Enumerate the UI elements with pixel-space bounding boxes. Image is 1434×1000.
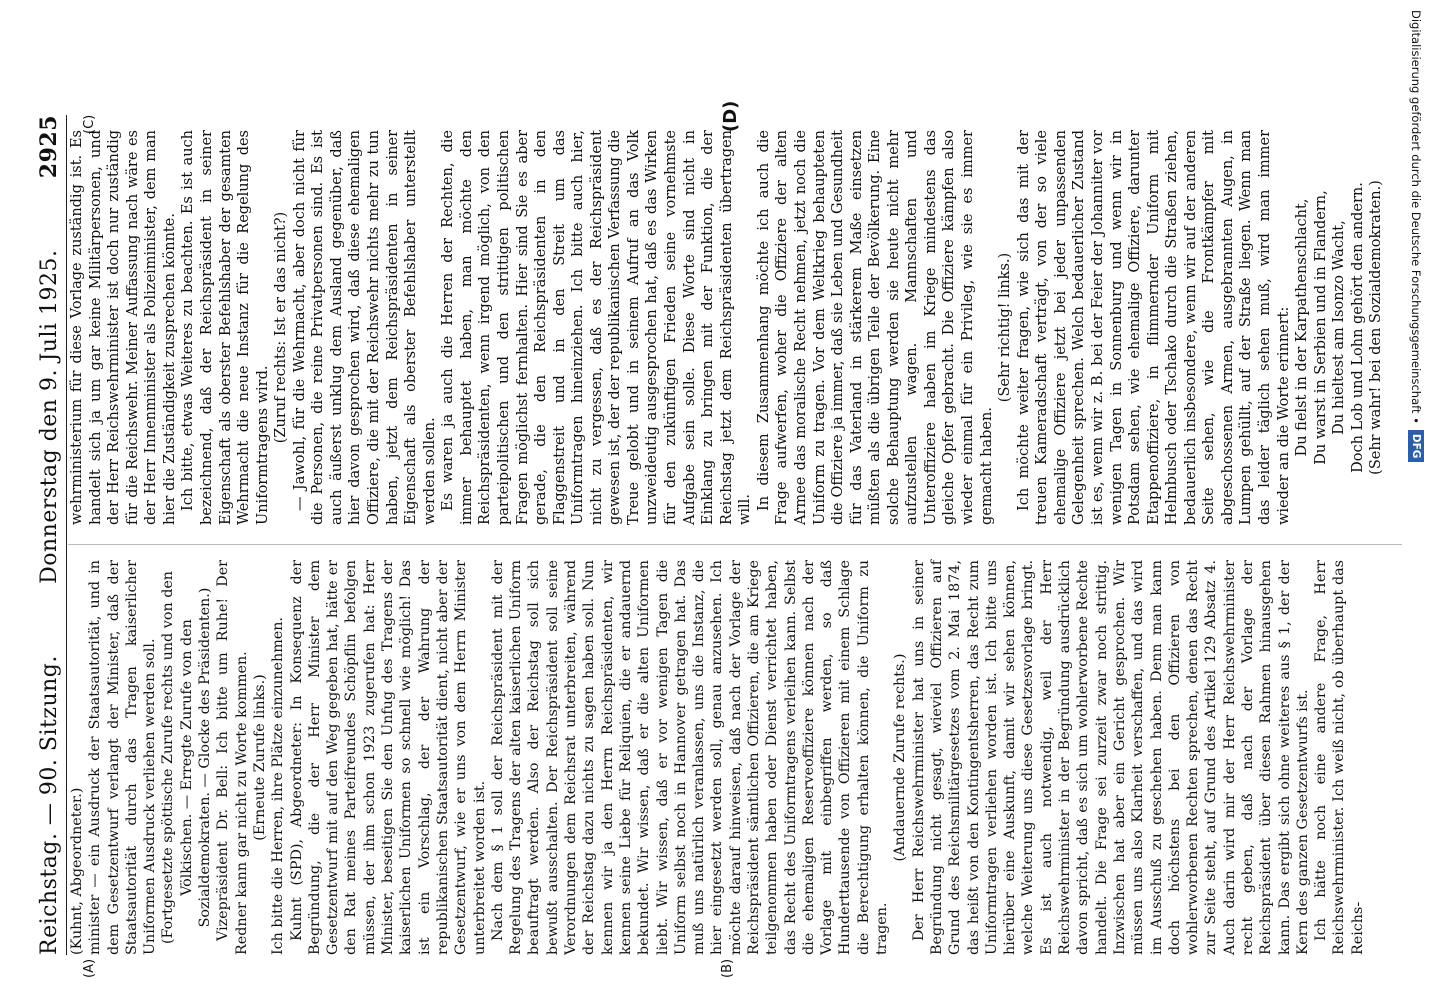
margin-mark-d: (D) [720, 100, 741, 132]
paragraph: Du warst in Serbien und in Flandern, [1312, 190, 1329, 465]
margin-mark-b: (B) [720, 958, 735, 978]
page-number: 2925 [36, 115, 62, 179]
left-column [68, 560, 1402, 955]
paragraph: (Sehr richtig! links.) [997, 252, 1014, 403]
header-date: Donnerstag den 9. Juli 1925. [37, 249, 62, 584]
paragraph: Doch Lob und Lohn gehört den andern. [1349, 182, 1366, 473]
paragraph: (Zuruf rechts: Ist er das nicht?) [273, 211, 290, 444]
paragraph: Kuhnt (SPD), Abgeordneter: In Konsequenz der Begründung, die der Herr Minister dem Gesetzentwurf mit auf den Weg gegeben hat, hätte er den Rat meines Parteifreundes Schöpflin befolgen müssen, der ihm schon 1923 zugerufen hat: Herr Minister, beseitigen Sie den Unfug des Tragens der kaiserlichen Uniformen so schnell wie möglich! Das ist ein Vorschlag, der der Wahrung der republikanischen Staatsautorität dient, nicht aber der Gesetzentwurf, wie er uns von dem Herrn Minister unterbreitet worden ist. [288, 560, 488, 955]
paragraph: Der Herr Reichswehrminister hat uns in seiner Begründung nicht gesagt, wieviel Offizieren auf Grund des Reichsmilitärgesetzes vom 2. Mai 1874, das heißt von den Kontingentsherren, das Recht zum Uniformtragen verliehen worden ist. Ich bitte uns hierüber eine Auskunft, damit wir sehen können, welche Weiterung uns diese Gesetzesvorlage bringt. Es ist auch notwendig, weil der Herr Reichswehrminister in der Begründung ausdrücklich davon spricht, daß es sich um wohlerworbene Rechte handelt. Die Frage sei zurzeit zwar noch strittig. Inzwischen hat aber ein Gericht gesprochen. Wir müssen uns also Klarheit verschaffen, und das wird im Ausschuß zu geschehen haben. Denn man kann doch höchstens bei den Offizieren von wohlerworbenen Rechten sprechen, denen das Recht zur Seite steht, auf Grund des Artikel 129 Absatz 4. Auch darin wird mir der Herr Reichswehrminister recht geben, daß nach der Vorlage der Reichspräsident über diesen Rahmen hinausgehen kann. Das ergibt sich ohne weiteres aus § 1, der der Kern des ganzen Gesetzentwurfs ist. [910, 560, 1311, 955]
paragraph: Ich möchte weiter fragen, wie sich das mit der treuen Kameradschaft verträgt, von der so viele ehemalige Offiziere jetzt bei jeder unpassenden Gelegenheit sprechen. Welch bedauerlicher Zustand ist es, wenn wir z. B. bei der Feier der Johanniter vor wenigen Tagen in Sonnenburg und wenn wir in Potsdam sehen, wie ehemalige Offiziere, darunter Etappenoffiziere, in flimmernder Uniform mit Helmbusch oder Tschako durch die Straßen ziehen, bedauerlich insbesondere, wenn wir auf der anderen Seite sehen, wie die Frontkämpfer mit abgeschossenen Armen, ausgebrannten Augen, in Lumpen gehüllt, auf der Straße liegen. Wenn man das leider täglich sehen muß, wird man immer wieder an die Worte erinnert: [1015, 130, 1292, 525]
paragraph: Vizepräsident Dr. Bell: Ich bitte um Ruhe! Der Redner kann gar nicht zu Worte kommen. [215, 560, 250, 955]
paragraph: wehrministerium für diese Vorlage zuständig ist. Es handelt sich ja um gar keine Militärpersonen, und der Herr Reichswehrminister ist doch nur zuständig für die Reichswehr. Meiner Auffassung nach wäre es der Herr Innenminister als Polizeiminister, dem man hier die Zuständigkeit zusprechen könnte. [69, 130, 178, 525]
header-session: Reichstag. — 90. Sitzung. [37, 655, 62, 955]
paragraph: Ich bitte die Herren, ihre Plätze einzunehmen. [270, 617, 287, 955]
paragraph: — Jawohl, für die Wehrmacht, aber doch nicht für die Personen, die reine Privatpersonen sind. Es ist auch äußerst unklug dem Ausland gegenüber, daß hier davon gesprochen wird, daß diese ehemaligen Offiziere, die mit der Reichswehr nichts mehr zu tun haben, jetzt dem Reichspräsidenten in seiner Eigenschaft als oberster Befehlshaber unterstellt werden sollen. [291, 130, 438, 525]
paragraph: Du hieltest am Isonzo Wacht, [1331, 220, 1348, 435]
paragraph: Nach dem § 1 soll der Reichspräsident mit der Regelung des Tragens der alten kaiserlichen Uniform beauftragt werden. Also der Reichstag soll sich bewußt ausschalten. Der Reichspräsident soll seine Verordnungen dem Reichsrat unterbreiten, während der Reichstag dazu nichts zu sagen haben soll. Nun kennen wir ja den Herrn Reichspräsidenten, wir kennen seine Liebe für Reliquien, die er andauernd bekundet. Wir wissen, daß er die alten Uniformen liebt. Wir wissen, daß er vor wenigen Tagen die Uniform selbst noch in Hannover getragen hat. Das muß uns natürlich veranlassen, uns die Instanz, die hier eingesetzt werden soll, genau anzusehen. Ich möchte darauf hinweisen, daß nach der Vorlage der Reichspräsident sämtlichen Offizieren, die am Kriege teilgenommen haben oder Dienst verrichtet haben, das Recht des Uniformtragens verleihen kann. Selbst die ehemaligen Reserveoffiziere können nach der Vorlage mit einbegriffen werden, so daß Hunderttausende von Offizieren mit einem Schlage die Berechtigung erhalten können, die Uniform zu tragen. [489, 560, 891, 955]
paragraph: Ich bitte, etwas Weiteres zu beachten. Es ist auch bezeichnend, daß der Reichspräsident in seiner Eigenschaft als oberster Befehlshaber der gesamten Wehrmacht die neue Instanz für die Regelung des Uniformtragens wird. [180, 130, 271, 525]
margin-mark-a: (A) [82, 958, 97, 978]
paragraph: In diesem Zusammenhang möchte ich auch die Frage aufwerfen, woher die Offiziere der alten Armee das moralische Recht nehmen, jetzt noch die Uniform zu tragen. Vor dem Weltkrieg behaupteten die Offiziere ja immer, daß sie Leben und Gesundheit für das Vaterland in stärkerem Maße einsetzen müßten als die übrigen Teile der Bevölkerung. Eine solche Behauptung werden sie heute nicht mehr aufzustellen wagen. Mannschaften und Unteroffiziere haben im Kriege mindestens das gleiche Opfer gebracht. Die Offiziere kämpfen also wieder einmal für ein Privileg, wie sie es immer gemacht haben. [755, 130, 995, 525]
rotated-document-page [20, 100, 1410, 980]
paragraph: (Sehr wahr! bei den Sozialdemokraten.) [1368, 180, 1385, 475]
margin-mark-c: (C) [82, 114, 97, 134]
digitization-note [1404, 10, 1428, 990]
right-column [68, 130, 1402, 525]
running-header [28, 115, 67, 955]
paragraph: Du fielst in der Karpathenschlacht, [1294, 198, 1311, 457]
paragraph: minister — ein Ausdruck der Staatsautorität, und in dem Gesetzentwurf verlangt der Minister, daß der Staatsautorität durch das Tragen kaiserlicher Uniformen Ausdruck verliehen werden soll. [87, 560, 159, 955]
dfg-logo: DFG [1408, 430, 1424, 463]
paragraph: (Fortgesetzte spöttische Zurufe rechts und von den Völkischen. — Erregte Zurufe von den Sozialdemokraten. — Glocke des Präsidenten.) [160, 570, 214, 945]
digitization-note-text: Digitalisierung gefördert durch die Deutsche Forschungsgemeinschaft • [1409, 10, 1423, 424]
paragraph: Es waren ja auch die Herren der Rechten, die immer behauptet haben, man möchte den Reichspräsidenten, wenn irgend möglich, von den parteipolitischen und den strittigen politischen Fragen möglichst fernhalten. Hier sind Sie es aber gerade, die den Reichspräsidenten in den Flaggenstreit und in den Streit um das Uniformtragen hineinziehen. Ich bitte auch hier, nicht zu vergessen, daß es der Reichspräsident gewesen ist, der der republikanischen Verfassung die Treue gelobt und in seinem Aufruf an das Volk unzweideutig ausgesprochen hat, daß es das Wirken für den zukünftigen Frieden seine vornehmste Aufgabe sein solle. Diese Worte sind nicht in Einklang zu bringen mit der Funktion, die der Reichstag jetzt dem Reichspräsidenten übertragen will. [440, 130, 754, 525]
paragraph: Ich hätte noch eine andere Frage, Herr Reichswehrminister. Ich weiß nicht, ob überhaupt das Reichs- [1313, 560, 1366, 955]
column-divider [68, 544, 1402, 545]
paragraph: (Andauernde Zurufe rechts.) [892, 653, 909, 862]
paragraph: (Erneute Zurufe links.) [251, 674, 268, 841]
paragraph: (Kuhnt, Abgeordneter.) [69, 787, 85, 955]
